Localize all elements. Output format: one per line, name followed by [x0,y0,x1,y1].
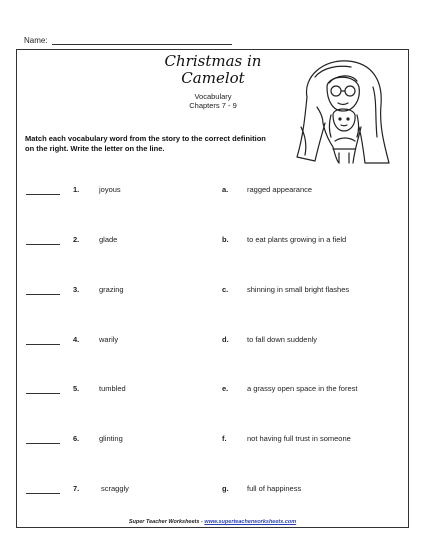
instructions: Match each vocabulary word from the story to the correct definition on the right. Write the letter on the line. [25,134,266,153]
item-number: 3. [73,285,80,294]
definition-letter: e. [222,384,229,393]
answer-line[interactable] [26,493,60,494]
list-item [0,335,425,347]
definition-text: not having full trust in someone [247,434,351,443]
definition-text: to eat plants growing in a field [247,235,347,244]
vocabulary-word: grazing [99,285,124,294]
children-under-blanket-illustration [293,57,393,167]
footer-brand: Super Teacher Worksheets [128,519,200,525]
definition-text: to fall down suddenly [247,335,318,344]
title-line-1: Christmas in [164,52,262,70]
answer-line[interactable] [26,244,60,245]
subtitle-line-1: Vocabulary [194,92,232,101]
item-number: 5. [73,384,80,393]
footer [0,519,425,525]
definition-letter: a. [222,185,229,194]
list-item [0,384,425,396]
definition-letter: d. [222,335,229,344]
vocabulary-word: tumbled [99,384,126,393]
answer-line[interactable] [26,294,60,295]
name-line[interactable] [52,36,232,45]
answer-line[interactable] [26,443,60,444]
item-number: 2. [73,235,80,244]
list-item [0,185,425,197]
vocabulary-word: warily [99,335,119,344]
list-item [0,285,425,297]
definition-text: shinning in small bright flashes [247,285,350,294]
item-number: 1. [73,185,80,194]
answer-line[interactable] [26,194,60,195]
name-label: Name: [24,36,48,45]
definition-letter: b. [222,235,229,244]
definition-text: ragged appearance [247,185,313,194]
footer-website-link[interactable]: www.superteacherworksheets.com [204,519,297,525]
definition-letter: c. [222,285,229,294]
item-number: 7. [73,484,80,493]
vocabulary-word: glade [99,235,118,244]
vocabulary-word: joyous [99,185,121,194]
worksheet-title [148,53,278,87]
vocabulary-word: glinting [99,434,123,443]
item-number: 4. [73,335,80,344]
definition-text: a grassy open space in the forest [247,384,358,393]
vocabulary-word: scraggly [101,484,129,493]
answer-line[interactable] [26,393,60,394]
list-item [0,235,425,247]
footer-separator: - [199,519,205,525]
definition-letter: g. [222,484,229,493]
definition-text: full of happiness [247,484,302,493]
subtitle-line-2: Chapters 7 - 9 [189,101,237,110]
worksheet-subtitle [168,92,258,110]
list-item [0,434,425,446]
name-field [24,36,232,45]
list-item [0,484,425,496]
title-line-2: Camelot [181,69,245,87]
item-number: 6. [73,434,80,443]
definition-letter: f. [222,434,227,443]
answer-line[interactable] [26,344,60,345]
